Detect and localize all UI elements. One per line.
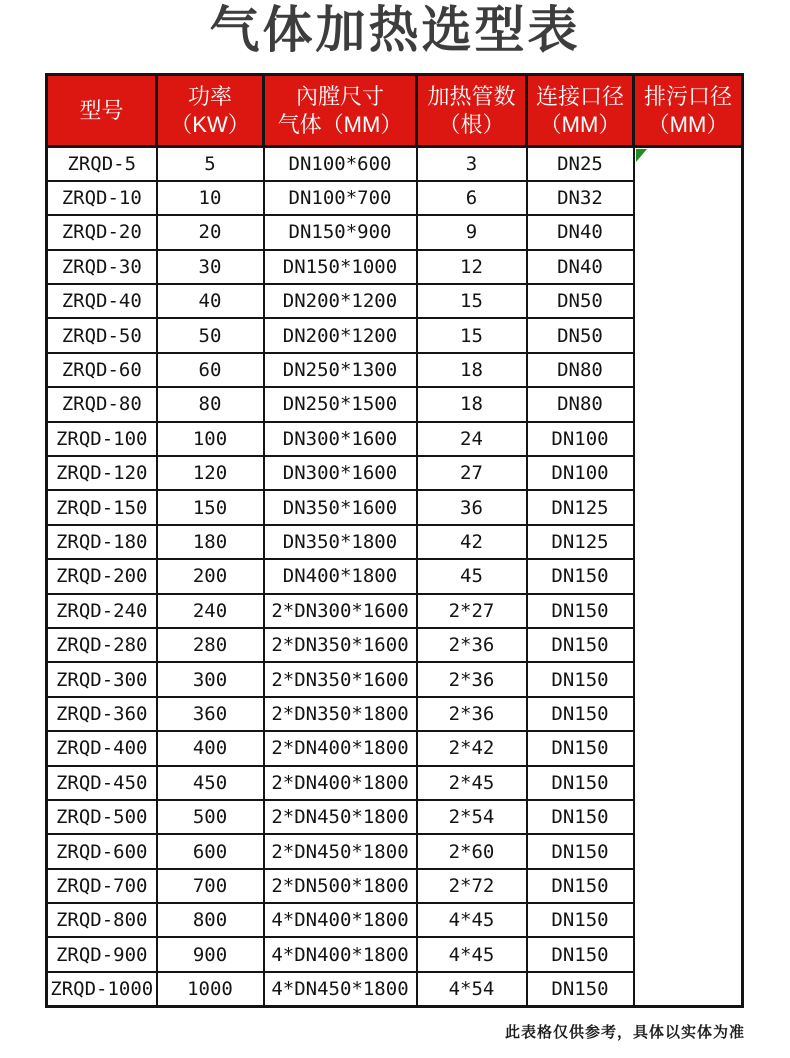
cell-power: 500 xyxy=(157,800,264,834)
cell-connection: DN150 xyxy=(527,834,634,868)
cell-size: DN350*1600 xyxy=(264,490,417,524)
cell-connection: DN50 xyxy=(527,318,634,352)
cell-connection: DN125 xyxy=(527,490,634,524)
cell-model: ZRQD-20 xyxy=(47,215,157,249)
cell-connection: DN150 xyxy=(527,697,634,731)
cell-power: 20 xyxy=(157,215,264,249)
footnote: 此表格仅供参考，具体以实体为准 xyxy=(504,1024,745,1041)
cell-connection: DN150 xyxy=(527,937,634,971)
cell-tubes: 36 xyxy=(417,490,527,524)
cell-power: 150 xyxy=(157,490,264,524)
cell-model: ZRQD-900 xyxy=(47,937,157,971)
cell-tubes: 6 xyxy=(417,181,527,215)
cell-tubes: 4*45 xyxy=(417,903,527,937)
cell-tubes: 2*27 xyxy=(417,594,527,628)
cell-size: 2*DN400*1800 xyxy=(264,731,417,765)
cell-size: 2*DN450*1800 xyxy=(264,834,417,868)
cell-tubes: 45 xyxy=(417,559,527,593)
header-cell-tubes xyxy=(417,75,527,147)
cell-power: 40 xyxy=(157,284,264,318)
cell-size: DN100*600 xyxy=(264,147,417,181)
cell-tubes: 2*72 xyxy=(417,869,527,903)
cell-power: 240 xyxy=(157,594,264,628)
cell-corner-marker-icon xyxy=(636,149,647,162)
header-label-line: 型号 xyxy=(79,97,124,123)
cell-size: 4*DN450*1800 xyxy=(264,972,417,1006)
cell-model: ZRQD-120 xyxy=(47,456,157,490)
cell-tubes: 3 xyxy=(417,147,527,181)
cell-connection: DN32 xyxy=(527,181,634,215)
cell-connection: DN40 xyxy=(527,215,634,249)
cell-connection: DN150 xyxy=(527,594,634,628)
cell-size: 2*DN350*1600 xyxy=(264,662,417,696)
cell-size: DN200*1200 xyxy=(264,284,417,318)
cell-size: 2*DN350*1800 xyxy=(264,697,417,731)
cell-model: ZRQD-40 xyxy=(47,284,157,318)
cell-power: 700 xyxy=(157,869,264,903)
header-cell-power xyxy=(157,75,264,147)
cell-size: DN100*700 xyxy=(264,181,417,215)
cell-connection: DN40 xyxy=(527,250,634,284)
cell-power: 1000 xyxy=(157,972,264,1006)
cell-tubes: 2*60 xyxy=(417,834,527,868)
cell-connection: DN150 xyxy=(527,628,634,662)
cell-size: DN400*1800 xyxy=(264,559,417,593)
cell-power: 900 xyxy=(157,937,264,971)
cell-tubes: 2*42 xyxy=(417,731,527,765)
cell-model: ZRQD-280 xyxy=(47,628,157,662)
cell-power: 180 xyxy=(157,525,264,559)
header-label-line: （KW） xyxy=(170,111,250,137)
cell-connection: DN50 xyxy=(527,284,634,318)
cell-power: 5 xyxy=(157,147,264,181)
header-label-line: 功率 xyxy=(187,83,232,109)
header-label-line: 连接口径 xyxy=(535,83,624,109)
cell-model: ZRQD-180 xyxy=(47,525,157,559)
header-cell-connection xyxy=(527,75,634,147)
cell-size: DN250*1500 xyxy=(264,387,417,421)
cell-tubes: 15 xyxy=(417,284,527,318)
cell-tubes: 18 xyxy=(417,387,527,421)
cell-connection: DN150 xyxy=(527,869,634,903)
cell-connection: DN150 xyxy=(527,903,634,937)
cell-size: 2*DN500*1800 xyxy=(264,869,417,903)
cell-connection: DN150 xyxy=(527,731,634,765)
cell-tubes: 18 xyxy=(417,353,527,387)
header-label-line: （根） xyxy=(438,111,505,137)
cell-connection: DN150 xyxy=(527,800,634,834)
cell-power: 800 xyxy=(157,903,264,937)
cell-size: 4*DN400*1800 xyxy=(264,937,417,971)
cell-connection: DN150 xyxy=(527,972,634,1006)
cell-connection: DN150 xyxy=(527,559,634,593)
cell-size: DN150*900 xyxy=(264,215,417,249)
cell-model: ZRQD-1000 xyxy=(47,972,157,1006)
cell-size: DN200*1200 xyxy=(264,318,417,352)
header-label-line: 加热管数 xyxy=(427,83,516,109)
cell-size: 2*DN400*1800 xyxy=(264,766,417,800)
cell-connection: DN125 xyxy=(527,525,634,559)
cell-drain-merged xyxy=(634,147,743,1007)
cell-tubes: 2*54 xyxy=(417,800,527,834)
cell-model: ZRQD-360 xyxy=(47,697,157,731)
cell-size: 2*DN300*1600 xyxy=(264,594,417,628)
page-title: 气体加热选型表 xyxy=(209,2,581,58)
cell-tubes: 24 xyxy=(417,422,527,456)
cell-power: 400 xyxy=(157,731,264,765)
cell-model: ZRQD-300 xyxy=(47,662,157,696)
cell-power: 10 xyxy=(157,181,264,215)
header-cell-drain xyxy=(634,75,743,147)
cell-connection: DN150 xyxy=(527,766,634,800)
cell-size: DN300*1600 xyxy=(264,422,417,456)
header-label-line: 內膛尺寸 xyxy=(295,83,384,109)
cell-model: ZRQD-400 xyxy=(47,731,157,765)
cell-power: 50 xyxy=(157,318,264,352)
cell-size: 2*DN450*1800 xyxy=(264,800,417,834)
cell-size: DN250*1300 xyxy=(264,353,417,387)
cell-power: 450 xyxy=(157,766,264,800)
cell-tubes: 12 xyxy=(417,250,527,284)
cell-model: ZRQD-700 xyxy=(47,869,157,903)
cell-model: ZRQD-600 xyxy=(47,834,157,868)
selection-table xyxy=(45,73,744,1008)
cell-tubes: 9 xyxy=(417,215,527,249)
cell-model: ZRQD-800 xyxy=(47,903,157,937)
cell-tubes: 15 xyxy=(417,318,527,352)
cell-tubes: 2*36 xyxy=(417,662,527,696)
cell-tubes: 27 xyxy=(417,456,527,490)
cell-connection: DN150 xyxy=(527,662,634,696)
cell-model: ZRQD-60 xyxy=(47,353,157,387)
cell-tubes: 42 xyxy=(417,525,527,559)
cell-model: ZRQD-450 xyxy=(47,766,157,800)
cell-tubes: 2*36 xyxy=(417,697,527,731)
header-label-line: 排污口径 xyxy=(643,83,732,109)
cell-size: DN350*1800 xyxy=(264,525,417,559)
cell-connection: DN100 xyxy=(527,422,634,456)
cell-model: ZRQD-80 xyxy=(47,387,157,421)
cell-tubes: 4*54 xyxy=(417,972,527,1006)
cell-power: 120 xyxy=(157,456,264,490)
cell-connection: DN25 xyxy=(527,147,634,181)
header-label-line: （MM） xyxy=(539,111,621,137)
cell-connection: DN80 xyxy=(527,353,634,387)
cell-model: ZRQD-150 xyxy=(47,490,157,524)
cell-size: 4*DN400*1800 xyxy=(264,903,417,937)
cell-model: ZRQD-200 xyxy=(47,559,157,593)
cell-model: ZRQD-100 xyxy=(47,422,157,456)
cell-model: ZRQD-240 xyxy=(47,594,157,628)
cell-power: 360 xyxy=(157,697,264,731)
cell-size: DN150*1000 xyxy=(264,250,417,284)
cell-size: 2*DN350*1600 xyxy=(264,628,417,662)
cell-power: 100 xyxy=(157,422,264,456)
cell-tubes: 2*36 xyxy=(417,628,527,662)
cell-model: ZRQD-10 xyxy=(47,181,157,215)
cell-power: 300 xyxy=(157,662,264,696)
cell-power: 280 xyxy=(157,628,264,662)
header-cell-size xyxy=(264,75,417,147)
cell-tubes: 2*45 xyxy=(417,766,527,800)
cell-power: 80 xyxy=(157,387,264,421)
cell-power: 600 xyxy=(157,834,264,868)
table-row xyxy=(47,147,743,181)
cell-connection: DN100 xyxy=(527,456,634,490)
header-cell-model xyxy=(47,75,157,147)
cell-connection: DN80 xyxy=(527,387,634,421)
header-label-line: （MM） xyxy=(647,111,729,137)
cell-size: DN300*1600 xyxy=(264,456,417,490)
cell-power: 30 xyxy=(157,250,264,284)
header-label-line: 气体（MM） xyxy=(277,111,403,137)
cell-model: ZRQD-50 xyxy=(47,318,157,352)
cell-model: ZRQD-500 xyxy=(47,800,157,834)
cell-tubes: 4*45 xyxy=(417,937,527,971)
table-header-row xyxy=(47,75,743,147)
cell-model: ZRQD-30 xyxy=(47,250,157,284)
cell-power: 200 xyxy=(157,559,264,593)
cell-power: 60 xyxy=(157,353,264,387)
cell-model: ZRQD-5 xyxy=(47,147,157,181)
